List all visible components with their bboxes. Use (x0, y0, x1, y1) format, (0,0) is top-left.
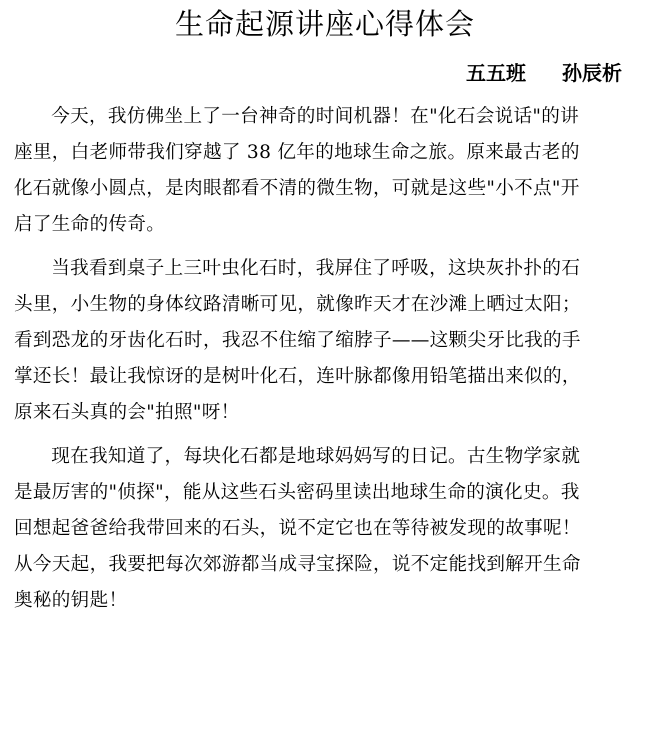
paragraph-line: 座里，白老师带我们穿越了 38 亿年的地球生命之旅。原来最古老的 (14, 142, 580, 163)
paragraph-1 (14, 99, 640, 243)
class-name: 五五班 (466, 61, 526, 85)
paragraph-line: 启了生命的传奇。 (14, 214, 166, 235)
paragraph-line: 看到恐龙的牙齿化石时，我忍不住缩了缩脖子——这颗尖牙比我的手 (14, 330, 581, 351)
author-name: 孙辰析 (562, 61, 622, 85)
paragraph-line: 回想起爸爸给我带回来的石头，说不定它也在等待被发现的故事呢！ (14, 518, 581, 539)
document-body (14, 99, 640, 627)
paragraph-line: 掌还长！最让我惊讶的是树叶化石，连叶脉都像用铅笔描出来似的， (14, 366, 581, 387)
paragraph-line: 原来石头真的会"拍照"呀！ (14, 402, 240, 423)
paragraph-line: 是最厉害的"侦探"，能从这些石头密码里读出地球生命的演化史。我 (14, 482, 580, 503)
paragraph-line: 从今天起，我要把每次郊游都当成寻宝探险，说不定能找到解开生命 (14, 554, 581, 575)
author-byline (466, 58, 622, 88)
paragraph-line: 奥秘的钥匙！ (14, 590, 128, 611)
paragraph-line: 当我看到桌子上三叶虫化石时，我屏住了呼吸，这块灰扑扑的石 (51, 258, 581, 279)
paragraph-line: 今天，我仿佛坐上了一台神奇的时间机器！在"化石会说话"的讲 (51, 106, 580, 127)
paragraph-line: 化石就像小圆点，是肉眼都看不清的微生物，可就是这些"小不点"开 (14, 178, 580, 199)
document-title: 生命起源讲座心得体会 (174, 7, 475, 41)
paragraph-line: 头里，小生物的身体纹路清晰可见，就像昨天才在沙滩上晒过太阳； (14, 294, 581, 315)
paragraph-2 (14, 251, 640, 431)
paragraph-3 (14, 439, 640, 619)
paragraph-line: 现在我知道了，每块化石都是地球妈妈写的日记。古生物学家就 (51, 446, 581, 467)
